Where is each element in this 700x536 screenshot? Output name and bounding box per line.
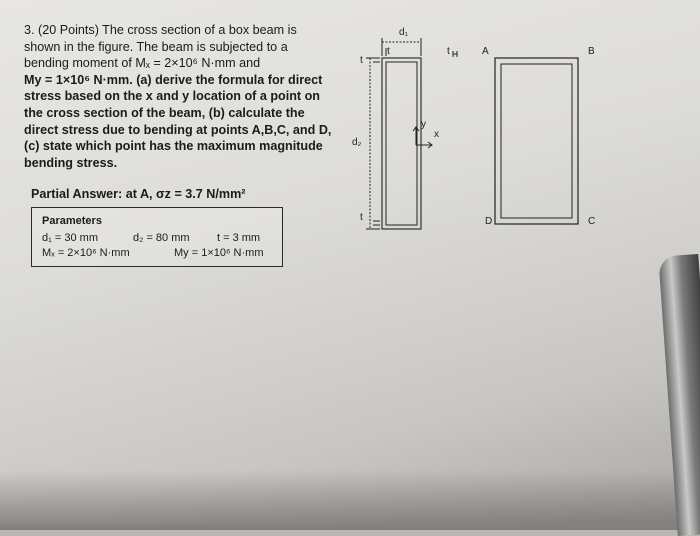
label-d1: d₁	[399, 27, 408, 38]
param-my: My = 1×10⁶ N·mm	[174, 247, 264, 259]
label-axis-y: y	[421, 119, 426, 130]
param-t: t = 3 mm	[217, 232, 261, 244]
bottom-shadow	[0, 470, 700, 530]
cross-section-drawing	[340, 0, 670, 260]
label-t-left: t	[387, 46, 390, 57]
small-outer-rect	[382, 58, 421, 229]
problem-line: direct stress due to bending at points A,B,C, and D,	[24, 122, 332, 137]
param-mx: Mₓ = 2×10⁶ N·mm	[42, 247, 130, 259]
label-point-d: D	[485, 216, 493, 227]
problem-statement	[24, 22, 354, 171]
label-t-right: t	[447, 46, 450, 57]
label-t-top: t	[360, 55, 363, 66]
problem-line: stress based on the x and y location of a point on	[24, 89, 320, 104]
partial-answer: Partial Answer: at A, σz = 3.7 N/mm²	[31, 187, 246, 201]
large-outer-rect	[495, 58, 578, 224]
parameters-box	[31, 207, 283, 267]
param-d1: d₁ = 30 mm	[42, 232, 98, 244]
label-point-b: B	[588, 46, 595, 57]
problem-line: (c) state which point has the maximum magnitude	[24, 139, 323, 154]
problem-line: the cross section of the beam, (b) calculate the	[24, 105, 305, 120]
label-t-bottom: t	[360, 212, 363, 223]
problem-line: shown in the figure. The beam is subjected to a	[24, 39, 288, 54]
label-point-c: C	[588, 216, 596, 227]
parameters-title: Parameters	[42, 215, 102, 227]
small-inner-rect	[386, 62, 417, 225]
label-point-a: A	[482, 46, 489, 57]
problem-line: My = 1×10⁶ N·mm. (a) derive the formula for direct	[24, 72, 323, 87]
label-d2: d₂	[352, 137, 362, 148]
problem-line: bending moment of Mₓ = 2×10⁶ N·mm and	[24, 56, 261, 71]
label-axis-x: x	[434, 129, 439, 140]
param-d2: d₂ = 80 mm	[133, 232, 190, 244]
large-inner-rect	[501, 64, 572, 218]
problem-line: 3. (20 Points) The cross section of a box beam is	[24, 23, 297, 37]
problem-line: bending stress.	[24, 155, 118, 170]
cross-section-figure	[340, 0, 670, 260]
